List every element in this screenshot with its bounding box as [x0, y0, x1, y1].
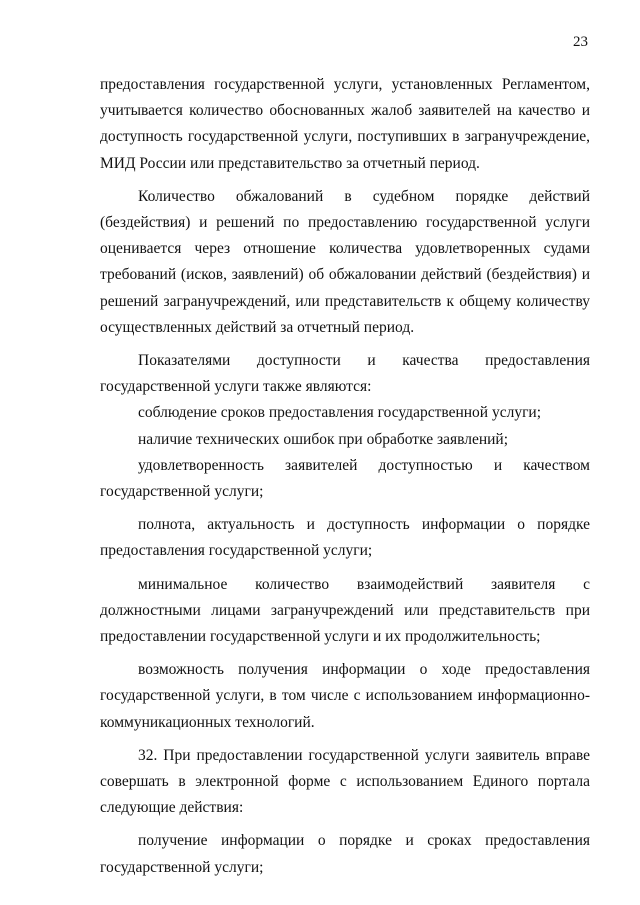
- list-item-interactions: минимальное количество взаимодействий заявителя с должностными лицами загранучреждений или представительств при предоставлении государственной услуги и их продолжительность;: [100, 575, 590, 646]
- list-item-procedure-info: получение информации о порядке и сроках предоставления государственной услуги;: [100, 832, 590, 876]
- paragraph-indicators-intro: Показателями доступности и качества предоставления государственной услуги также являются:: [100, 352, 590, 396]
- list-item-information: полнота, актуальность и доступность информации о порядке предоставления государственной услуги;: [100, 516, 590, 560]
- list-item-technical-errors: наличие технических ошибок при обработке заявлений;: [138, 430, 509, 448]
- list-item-satisfaction: удовлетворенность заявителей доступностью и качеством государственной услуги;: [100, 456, 590, 501]
- list-item-deadlines: соблюдение сроков предоставления государственной услуги;: [138, 404, 542, 422]
- list-item-progress-info: возможность получения информации о ходе предоставления государственной услуги, в том числе с использованием информационно-коммуникационных технологий.: [100, 661, 590, 731]
- page-number: 23: [573, 34, 588, 50]
- paragraph-section-32: 32. При предоставлении государственной услуги заявитель вправе совершать в электронной форме с использованием Единого портала следующие действия:: [100, 746, 590, 817]
- document-body: [100, 72, 590, 881]
- paragraph-court-appeals: Количество обжалований в судебном порядке действий (бездействия) и решений по предоставлению государственной услуги оценивается через отношение количества удовлетворенных судами требований (исков, заявлений) об обжаловании действий (бездействия) и решений загранучреждений, или представительств к общему количеству осуществленных действий за отчетный период.: [100, 187, 590, 336]
- paragraph-continuation: предоставления государственной услуги, установленных Регламентом, учитывается количество обоснованных жалоб заявителей на качество и доступность государственной услуги, поступивших в загранучреждение, МИД России или представительство за отчетный период.: [100, 76, 590, 172]
